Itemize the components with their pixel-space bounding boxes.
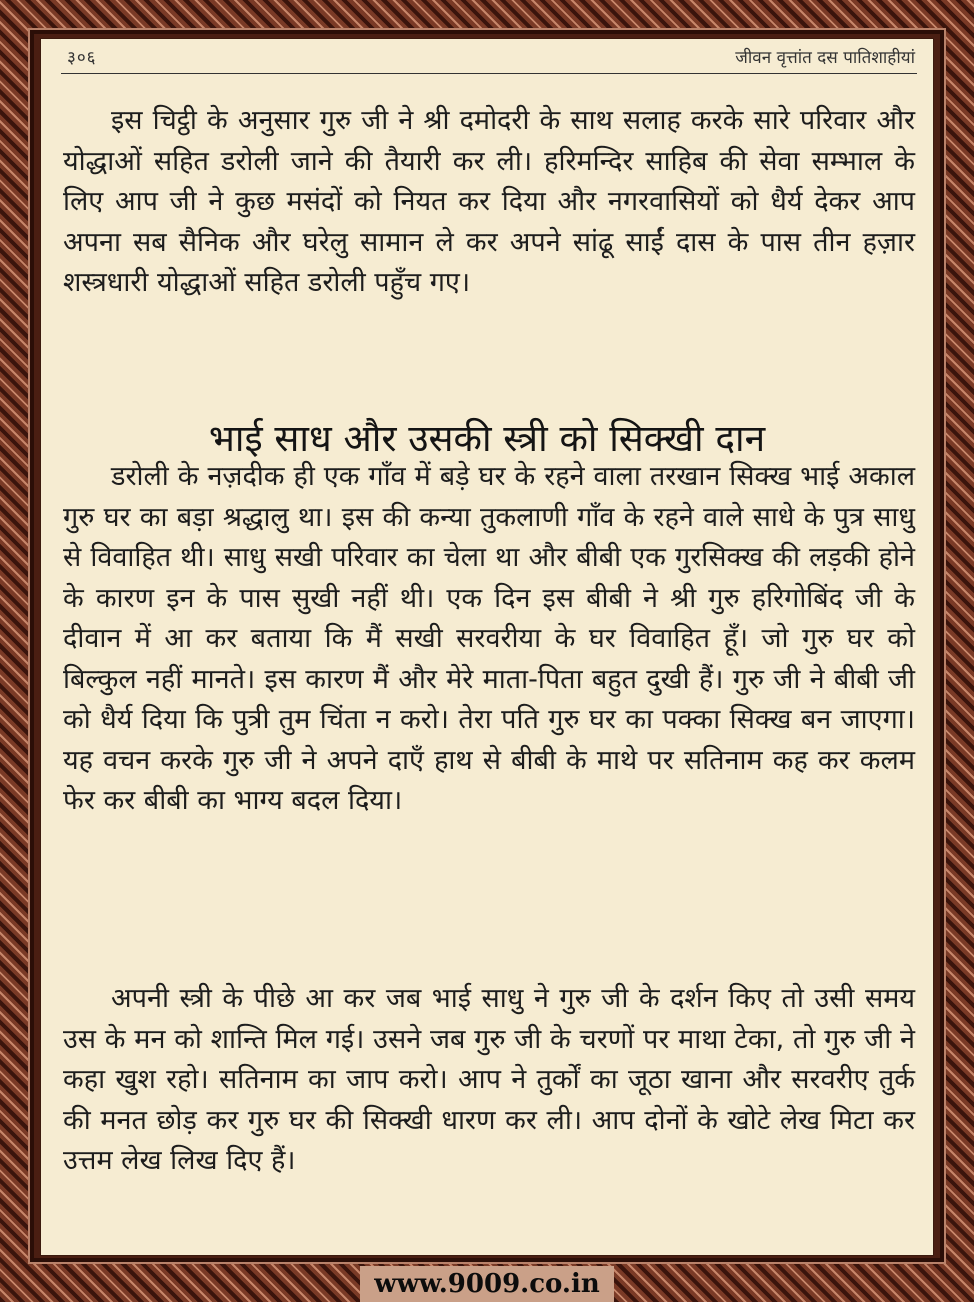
paragraph-3-text: अपनी स्त्री के पीछे आ कर जब भाई साधु ने गुरु जी के दर्शन किए तो उसी समय उस के मन को शान्ति मिल गई। उसने जब गुरु जी के चरणों पर माथा टेका, तो गुरु जी ने कहा खुश रहो। सतिनाम का जाप करो। आप ने तुर्कों का जूठा खाना और सरवरीए तुर्क की मनत छोड़ कर गुरु घर की सिक्खी धारण कर ली। आप दोनों के खोटे लेख मिटा कर उत्तम लेख लिख दिए हैं। [63, 983, 915, 1176]
paragraph-1-text: इस चिट्ठी के अनुसार गुरु जी ने श्री दमोदरी के साथ सलाह करके सारे परिवार और योद्धाओं सहित डरोली जाने की तैयारी कर ली। हरिमन्दिर साहिब की सेवा सम्भाल के लिए आप जी ने कुछ मसंदों को नियत कर दिया और नगरवासियों को धैर्य देकर आप अपना सब सैनिक और घरेलु सामान ले कर अपने सांढू साईं दास के पास तीन हज़ार शस्त्रधारी योद्धाओं सहित डरोली पहुँच गए। [63, 105, 915, 298]
paragraph-1 [63, 101, 915, 304]
page-number: ३०६ [67, 48, 97, 68]
book-page [40, 38, 934, 1256]
paragraph-2 [63, 457, 915, 822]
page-footer [0, 1266, 974, 1302]
page-header [61, 39, 917, 74]
running-title: जीवन वृत्तांत दस पातिशाहीयां [735, 48, 915, 68]
paragraph-2-text: डरोली के नज़दीक ही एक गाँव में बड़े घर के रहने वाला तरखान सिक्ख भाई अकाल गुरु घर का बड़ा श्रद्धालु था। इस की कन्या तुकलाणी गाँव के रहने वाले साधे के पुत्र साधु से विवाहित थी। साधु सखी परिवार का चेला था और बीबी एक गुरसिक्ख की लड़की होने के कारण इन के पास सुखी नहीं थी। एक दिन इस बीबी ने श्री गुरु हरिगोबिंद जी के दीवान में आ कर बताया कि मैं सखी सरवरीया के घर विवाहित हूँ। जो गुरु घर को बिल्कुल नहीं मानते। इस कारण मैं और मेरे माता-पिता बहुत दुखी हैं। गुरु जी ने बीबी जी को धैर्य दिया कि पुत्री तुम चिंता न करो। तेरा पति गुरु घर का पक्का सिक्ख बन जाएगा। यह वचन करके गुरु जी ने अपने दाएँ हाथ से बीबी के माथे पर सतिनाम कह कर कलम फेर कर बीबी का भाग्य बदल दिया। [63, 461, 915, 816]
section-heading: भाई साध और उसकी स्त्री को सिक्खी दान [208, 417, 766, 460]
paragraph-3 [63, 979, 915, 1182]
website-link[interactable]: www.9009.co.in [360, 1266, 614, 1302]
